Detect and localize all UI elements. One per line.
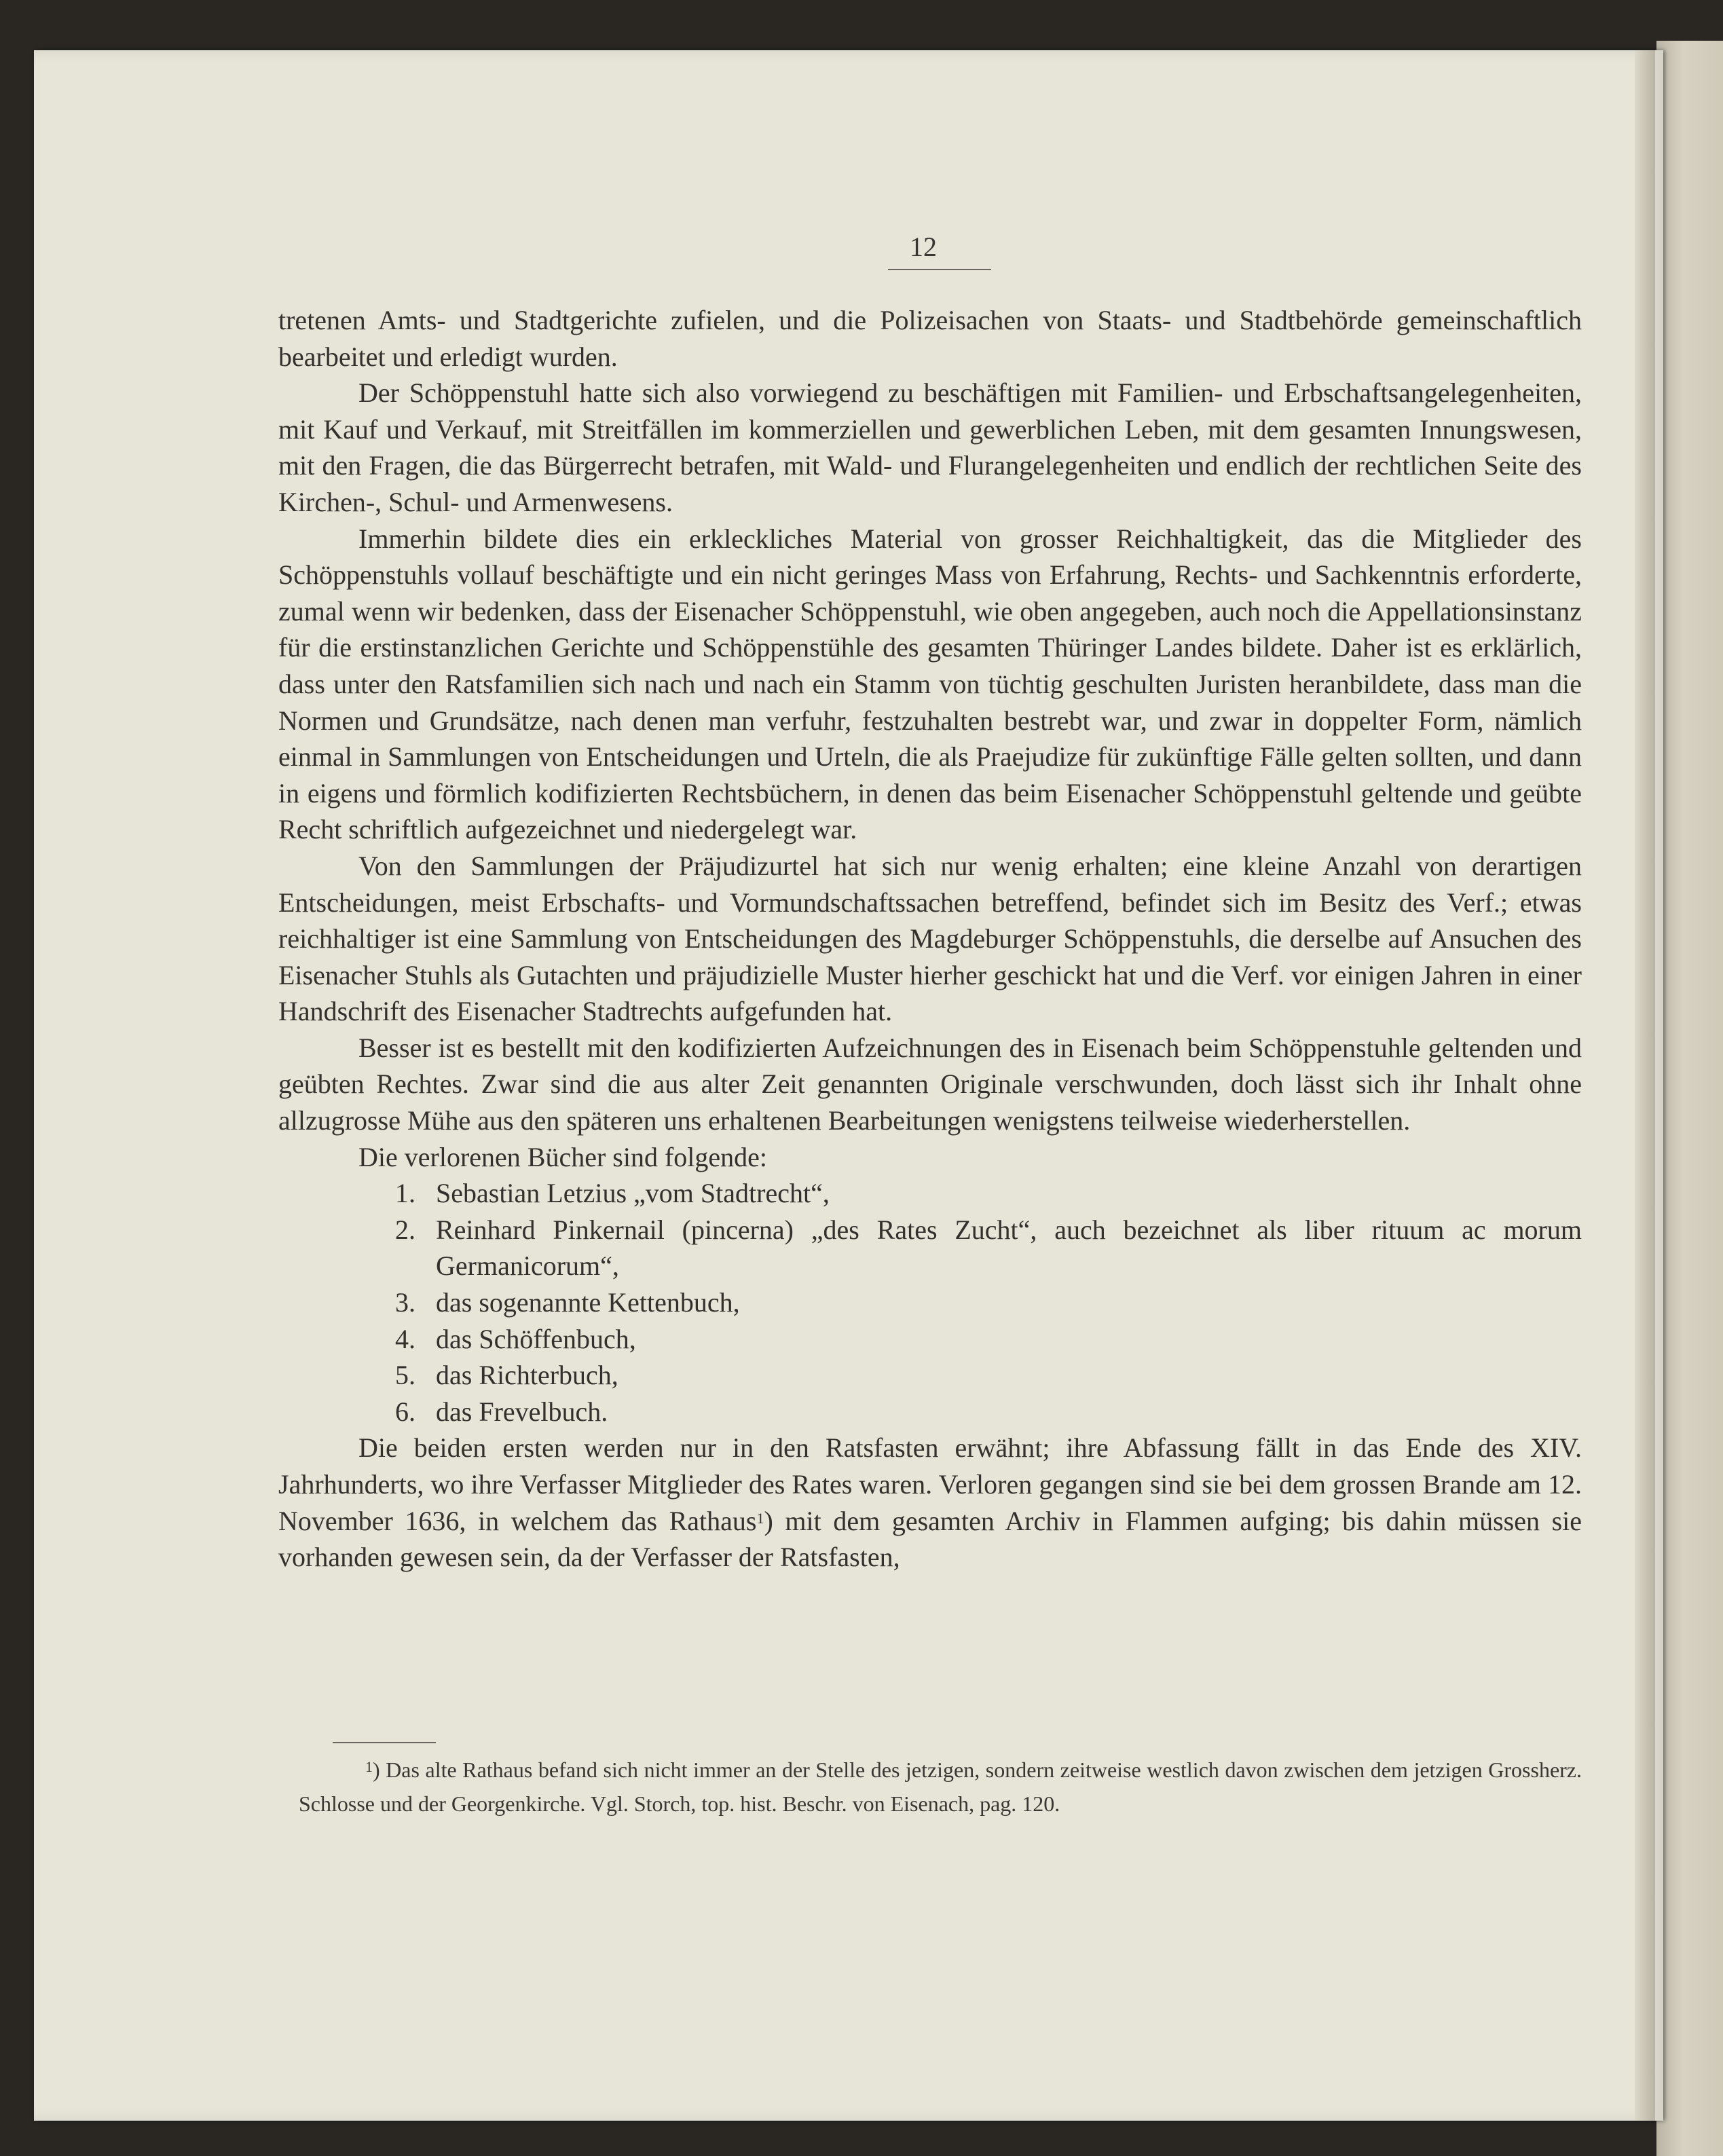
list-item [278,1321,1582,1358]
list-text: das Schöffenbuch, [436,1323,636,1354]
list-number: 2. [395,1214,415,1245]
list-text: Sebastian Letzius „vom Stadtrecht“, [436,1178,830,1209]
list-number: 6. [395,1396,415,1427]
footnote-reference: 1 [756,1509,764,1527]
page-number-rule [888,269,991,270]
list-number: 5. [395,1360,415,1391]
paragraph: Die verlorenen Bücher sind folgende: [358,1141,768,1172]
list-item [278,1394,1582,1430]
paragraph: tretenen Amts- und Stadtgerichte zufielen, und die Polizeisachen von Staats- und Stadtbehörde gemeinschaftlich bearbeitet und erledigt wurden. [278,305,1582,372]
list-item [278,1212,1582,1284]
list-text: das sogenannte Kettenbuch, [436,1287,740,1318]
page-number: 12 [910,231,937,262]
list-text: das Richterbuch, [436,1360,618,1391]
list-number: 1. [395,1178,415,1209]
paragraph: Immerhin bildete dies ein erkleckliches Material von grosser Reichhaltigkeit, das die Mitglieder des Schöppenstuhls vollauf beschäftigte und ein nicht geringes Mass von Erfahrung, Rechts- und Sachkenntnis erforderte, zumal wenn wir bedenken, dass der Eisenacher Schöppenstuhl, wie oben angegeben, auch noch die Appellationsinstanz für die erstinstanzlichen Gerichte und Schöppenstühle des gesamten Thüringer Landes bildete. Daher ist es erklärlich, dass unter den Ratsfamilien sich nach und nach ein Stamm von tüchtig geschulten Juristen heranbildete, dass man die Normen und Grundsätze, nach denen man verfuhr, festzuhalten bestrebt war, und zwar in doppelter Form, nämlich einmal in Sammlungen von Entscheidungen und Urteln, die als Praejudize für zukünftige Fälle gelten sollten, und dann in eigens und förmlich kodifizierten Rechtsbüchern, in denen das beim Eisenacher Schöppenstuhl geltende und geübte Recht schriftlich aufgezeichnet und niedergelegt war. [278,523,1582,845]
list-text: das Frevelbuch. [436,1396,608,1427]
footnote-text: ) Das alte Rathaus befand sich nicht immer an der Stelle des jetzigen, sondern zeitweise westlich davon zwischen dem jetzigen Grossherz. Schlosse und der Georgenkirche. Vgl. Storch, top. hist. Beschr. von Eisenach, pag. 120. [299,1758,1582,1816]
body-text [278,302,1582,1576]
list-item [278,1175,1582,1212]
list-number: 3. [395,1287,415,1318]
list-number: 4. [395,1323,415,1354]
list-item [278,1357,1582,1394]
page-gutter [1635,50,1655,2121]
paragraph: Der Schöppenstuhl hatte sich also vorwiegend zu beschäftigen mit Familien- und Erbschaftsangelegenheiten, mit Kauf und Verkauf, mit Streitfällen im kommerziellen und gewerblichen Leben, mit dem gesamten Innungswesen, mit den Fragen, die das Bürgerrecht betrafen, mit Wald- und Flurangelegenheiten und endlich der rechtlichen Seite des Kirchen-, Schul- und Armenwesens. [278,377,1582,517]
paragraph: Besser ist es bestellt mit den kodifizierten Aufzeichnungen des in Eisenach beim Schöppenstuhle geltenden und geübten Rechtes. Zwar sind die aus alter Zeit genannten Originale verschwunden, doch lässt sich ihr Inhalt ohne allzugrosse Mühe aus den späteren uns erhaltenen Bearbeitungen wenigstens teilweise wiederherstellen. [278,1032,1582,1136]
closing-text-after: ) mit dem gesamten Archiv in Flammen aufging; bis dahin müssen sie vorhanden gewesen sein, da der Verfasser der Ratsfasten, [278,1505,1582,1573]
closing-text-before: Die beiden ersten werden nur in den Ratsfasten erwähnt; ihre Abfassung fällt in das Ende des XIV. Jahrhunderts, wo ihre Verfasser Mitglieder des Rates waren. Verloren gegangen sind sie bei dem grossen Brande am 12. November 1636, in welchem das Rathaus [278,1432,1582,1536]
next-page-edge [1656,41,1723,2156]
list-text: Reinhard Pinkernail (pincerna) „des Rates Zucht“, auch bezeichnet als liber rituum ac morum Germanicorum“, [436,1214,1582,1282]
footnote-marker: 1 [365,1758,373,1775]
footnote-rule [333,1742,436,1743]
paragraph: Von den Sammlungen der Präjudizurtel hat sich nur wenig erhalten; eine kleine Anzahl von derartigen Entscheidungen, meist Erbschafts- und Vormundschaftssachen betreffend, befindet sich im Besitz des Verf.; etwas reichhaltiger ist eine Sammlung von Entscheidungen des Magdeburger Schöppenstuhls, die derselbe auf Ansuchen des Eisenacher Stuhls als Gutachten und präjudizielle Muster hierher geschickt hat und die Verf. vor einigen Jahren in einer Handschrift des Eisenacher Stadtrechts aufgefunden hat. [278,850,1582,1027]
lost-books-list [278,1175,1582,1430]
footnote [299,1753,1582,1821]
list-item [278,1284,1582,1321]
closing-paragraph [278,1430,1582,1575]
